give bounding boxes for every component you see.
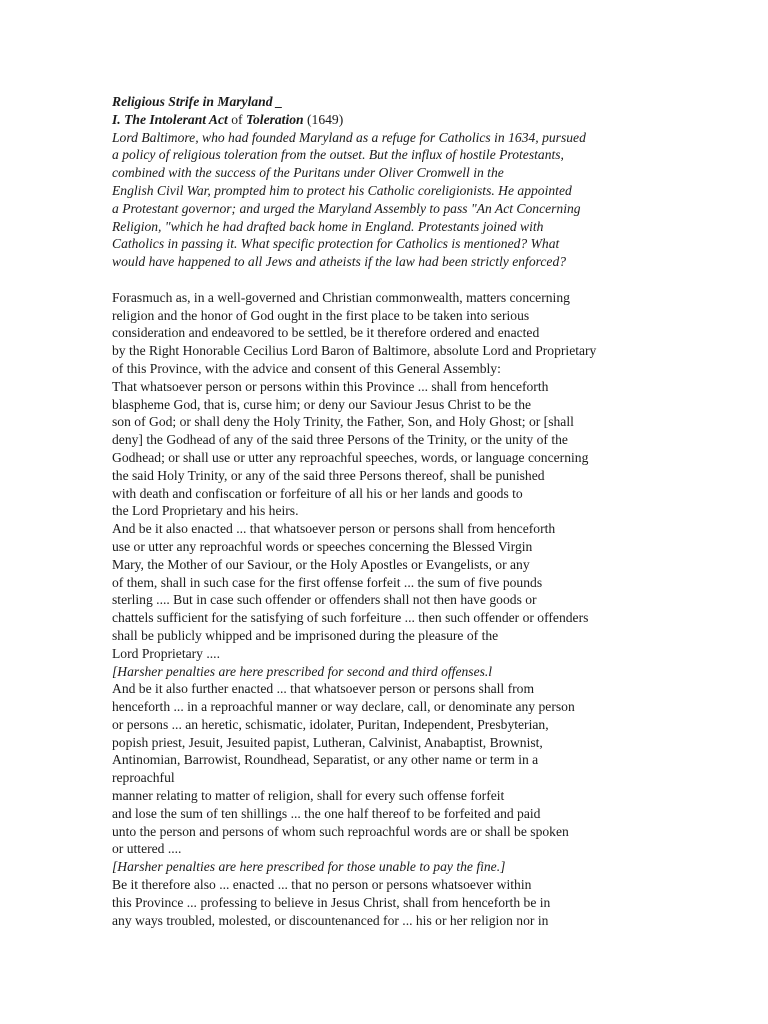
act-line: henceforth ... in a reproachful manner or way declare, call, or denominate any person xyxy=(112,699,575,715)
act-line: Forasmuch as, in a well-governed and Christian commonwealth, matters concerning xyxy=(112,289,570,305)
act-line: or persons ... an heretic, schismatic, idolater, Puritan, Independent, Presbyterian, xyxy=(112,716,549,732)
act-line: blaspheme God, that is, curse him; or deny our Saviour Jesus Christ to be the xyxy=(112,396,532,412)
act-line: Antinomian, Barrowist, Roundhead, Separatist, or any other name or term in a xyxy=(112,752,539,768)
intro-paragraph xyxy=(112,129,752,271)
act-line: any ways troubled, molested, or discountenanced for ... his or her religion nor in xyxy=(112,912,549,928)
act-line: the said Holy Trinity, or any of the said three Persons thereof, shall be punished xyxy=(112,467,545,483)
intro-line: would have happened to all Jews and atheists if the law had been strictly enforced? xyxy=(112,254,567,270)
act-line: deny] the Godhead of any of the said three Persons of the Trinity, or the unity of the xyxy=(112,432,568,448)
editor-note-line: [Harsher penalties are here prescribed for those unable to pay the fine.] xyxy=(112,859,506,875)
act-line: consideration and endeavored to be settled, be it therefore ordered and enacted xyxy=(112,325,540,341)
act-line: this Province ... professing to believe in Jesus Christ, shall from henceforth be in xyxy=(112,894,551,910)
act-line: or uttered .... xyxy=(112,841,182,857)
act-line: popish priest, Jesuit, Jesuited papist, Lutheran, Calvinist, Anabaptist, Brownist, xyxy=(112,734,543,750)
act-line: Godhead; or shall use or utter any reproachful speeches, words, or language concerning xyxy=(112,449,589,465)
intro-line: Lord Baltimore, who had founded Maryland as a refuge for Catholics in 1634, pursued xyxy=(112,129,586,145)
act-line: Lord Proprietary .... xyxy=(112,645,220,661)
act-line: son of God; or shall deny the Holy Trinity, the Father, Son, and Holy Ghost; or [shall xyxy=(112,414,574,430)
act-line: religion and the honor of God ought in the first place to be taken into serious xyxy=(112,307,530,323)
act-line: and lose the sum of ten shillings ... the one half thereof to be forfeited and paid xyxy=(112,805,541,821)
act-text xyxy=(112,289,752,930)
act-line: reproachful xyxy=(112,770,175,786)
act-line: Mary, the Mother of our Saviour, or the Holy Apostles or Evangelists, or any xyxy=(112,556,530,572)
act-line: chattels sufficient for the satisfying of such forfeiture ... then such offender or offenders xyxy=(112,610,589,626)
subtitle-word: Toleration xyxy=(245,111,304,127)
act-line: And be it also further enacted ... that whatsoever person or persons shall from xyxy=(112,681,535,697)
act-line: by the Right Honorable Cecilius Lord Baron of Baltimore, absolute Lord and Proprietary xyxy=(112,343,597,359)
act-line: use or utter any reproachful words or speeches concerning the Blessed Virgin xyxy=(112,538,533,554)
act-line: of this Province, with the advice and consent of this General Assembly: xyxy=(112,360,501,376)
document-subtitle xyxy=(112,111,752,129)
act-line: Be it therefore also ... enacted ... that no person or persons whatsoever within xyxy=(112,877,532,893)
document-page xyxy=(112,93,752,929)
document-title: Religious Strife in Maryland _ xyxy=(112,94,283,109)
intro-line: Catholics in passing it. What specific protection for Catholics is mentioned? What xyxy=(112,236,560,252)
act-line: That whatsoever person or persons within this Province ... shall from henceforth xyxy=(112,378,549,394)
intro-line: English Civil War, prompted him to protect his Catholic coreligionists. He appointed xyxy=(112,182,572,198)
act-line: sterling .... But in case such offender or offenders shall not then have goods or xyxy=(112,592,537,608)
intro-line: Religion, "which he had drafted back home in England. Protestants joined with xyxy=(112,218,544,234)
subtitle-year: (1649) xyxy=(303,111,344,127)
subtitle-of: of xyxy=(227,111,246,127)
act-line: And be it also enacted ... that whatsoever person or persons shall from henceforth xyxy=(112,521,556,537)
subtitle-prefix: I. The Intolerant Act xyxy=(112,111,228,127)
intro-line: combined with the success of the Puritans under Oliver Cromwell in the xyxy=(112,165,504,181)
act-line: manner relating to matter of religion, shall for every such offense forfeit xyxy=(112,788,505,804)
act-line: with death and confiscation or forfeiture of all his or her lands and goods to xyxy=(112,485,523,501)
paragraph-gap xyxy=(112,271,752,289)
act-line: of them, shall in such case for the first offense forfeit ... the sum of five pounds xyxy=(112,574,543,590)
act-line: shall be publicly whipped and be imprisoned during the pleasure of the xyxy=(112,627,499,643)
act-line: unto the person and persons of whom such reproachful words are or shall be spoken xyxy=(112,823,569,839)
editor-note-line: [Harsher penalties are here prescribed for second and third offenses.l xyxy=(112,663,493,679)
act-line: the Lord Proprietary and his heirs. xyxy=(112,503,299,519)
intro-line: a Protestant governor; and urged the Maryland Assembly to pass "An Act Concerning xyxy=(112,200,581,216)
intro-line: a policy of religious toleration from the outset. But the influx of hostile Protestants, xyxy=(112,147,564,163)
